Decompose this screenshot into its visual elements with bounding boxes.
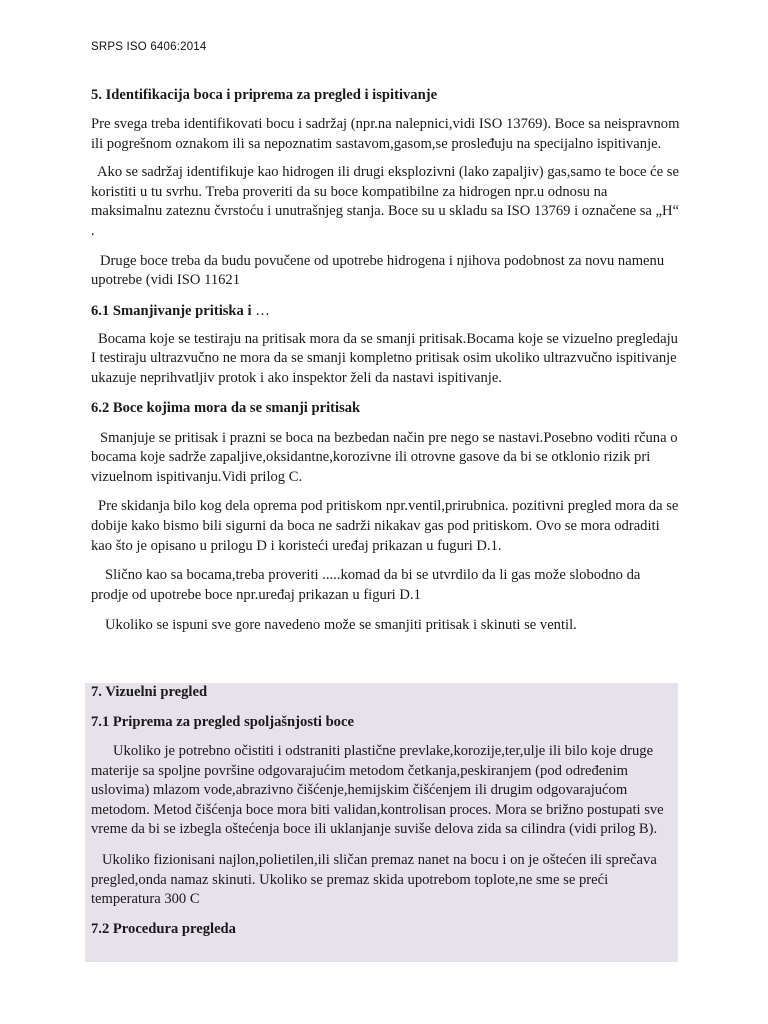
section-6-1-heading-ellipsis: … xyxy=(255,302,270,319)
section-5-heading: 5. Identifikacija boca i priprema za pregled i ispitivanje xyxy=(91,87,438,103)
section-6-1-heading xyxy=(91,302,681,321)
section-6-2-paragraph-3: Slično kao sa bocama,treba proveriti .....komad da bi se utvrdilo da li gas može slobodno da prodje od upotrebe boce npr.uređaj prikazan u figuri D.1 xyxy=(91,567,641,603)
section-5-paragraph-1: Pre svega treba identifikovati bocu i sadržaj (npr.na nalepnici,vidi ISO 13769). Boce sa neispravnom ili pogrešnom oznakom ili sa nepoznatim sastavom,gasom,se prosleđuju na specijalno ispitivanje. xyxy=(91,116,680,152)
section-5-paragraph-3: Druge boce treba da budu povučene od upotrebe hidrogena i njihova podobnost za novu namenu upotrebe (vidi ISO 11621 xyxy=(91,252,665,289)
section-7-1-paragraph-2: Ukoliko fizionisani najlon,polietilen,ili sličan premaz nanet na bocu i on je oštećen ili sprečava pregled,onda namaz skinuti. Ukoliko se premaz skida upotrebom toplote,ne sme se preći temperatura 300 C xyxy=(91,851,657,908)
section-7-1-heading: 7.1 Priprema za pregled spoljašnjosti boce xyxy=(91,714,354,730)
section-6-1-heading-text: 6.1 Smanjivanje pritiska i xyxy=(91,302,256,319)
section-6-2-paragraph-2: Pre skidanja bilo kog dela oprema pod pritiskom npr.ventil,prirubnica. pozitivni pregled mora da se dobije kako bismo bili sigurni da boca ne sadrži nikakav gas pod pritiskom. Ovo se mora odraditi kao što je opisano u prilogu D i koristeći uređaj prikazan u fuguri D.1. xyxy=(91,498,679,554)
document-header-code: SRPS ISO 6406:2014 xyxy=(91,41,207,53)
section-6-2-paragraph-4: Ukoliko se ispuni sve gore navedeno može se smanjiti pritisak i skinuti se ventil. xyxy=(105,617,577,634)
section-5-paragraph-2: Ako se sadržaj identifikuje kao hidrogen ili drugi eksplozivni (lako zapaljiv) gas,samo te boce će se koristiti u tu svrhu. Treba proveriti da su boce kompatibilne za hidrogen npr.u odnosu na maksimalnu zateznu čvrstoću i unutrašnjeg stanja. Boce su u skladu sa ISO 13769 i označene sa „H“ . xyxy=(91,164,680,239)
section-7-1-paragraph-1: Ukoliko je potrebno očistiti i odstraniti plastične prevlake,korozije,ter,ulje ili bilo koje druge materije sa spoljne površine odgovarajućim metodom četkanja,peskiranjem (pod određenim uslovima) mlazom vode,abrazivno čišćenje,hemijskim čišćenjem ili drugim odgovarajućom metodom. Metod čišćenja boce mora biti validan,kontrolisan proces. Mora se brižno postupati sve vreme da bi se izbegla oštećenja boce ili uklanjanje suviše delova zida sa cilindra (vidi prilog B). xyxy=(91,743,664,838)
section-7-heading: 7. Vizuelni pregled xyxy=(91,684,208,700)
section-7-content xyxy=(91,683,677,949)
section-6-1-paragraph-1: Bocama koje se testiraju na pritisak mora da se smanji pritisak.Bocama koje se vizuelno pregledaju I testiraju ultrazvučno ne mora da se smanji kompletno pritisak osim ukoliko ultrazvučno ispitivanje ukazuje neprihvatljiv protok i ako inspektor želi da nastavi ispitivanje. xyxy=(91,330,678,386)
upper-content xyxy=(91,86,681,646)
section-6-2-heading: 6.2 Boce kojima mora da se smanji pritisak xyxy=(91,399,361,416)
section-6-2-paragraph-1: Smanjuje se pritisak i prazni se boca na bezbedan način pre nego se nastavi.Posebno voditi rčuna o bocama koje sadrže zapaljive,oksidantne,korozivne ili otrovne gasove da bi se otklonio rizik pri vizuelnom ispitivanju.Vidi prilog C. xyxy=(91,429,678,485)
section-7-2-heading: 7.2 Procedura pregleda xyxy=(91,920,236,937)
